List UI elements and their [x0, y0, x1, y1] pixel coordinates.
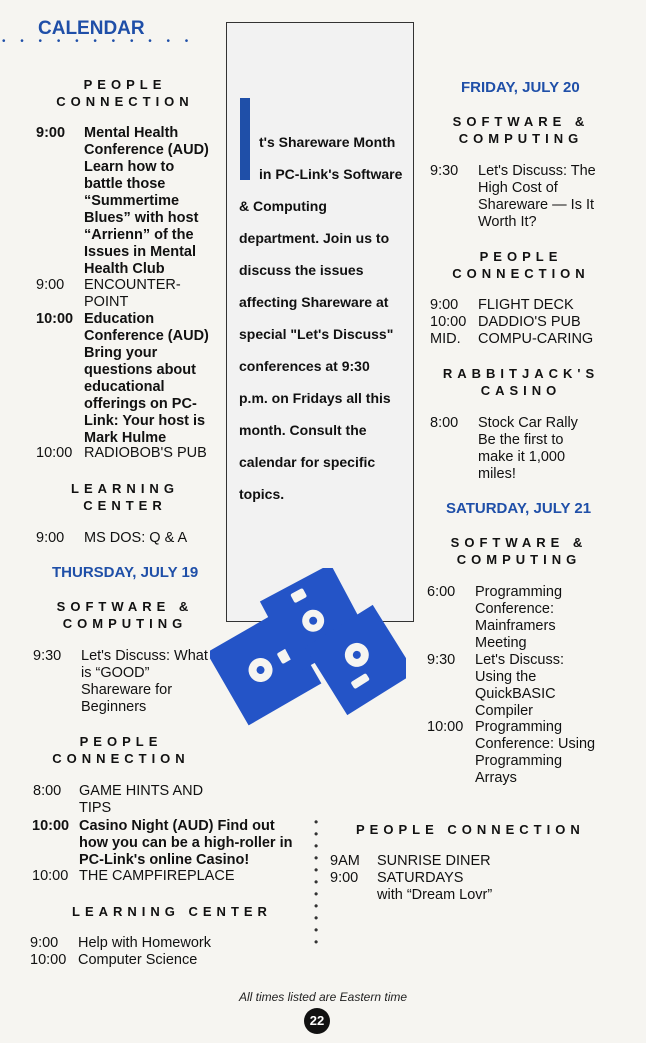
- heading-line: CONNECTION: [52, 751, 190, 766]
- event-time: 9:30: [430, 163, 459, 179]
- event-time: 6:00: [427, 584, 456, 600]
- event-text: GAME HINTS AND TIPS: [79, 783, 204, 816]
- section-heading: [436, 365, 606, 399]
- heading-line: RABBITJACK'S: [442, 366, 600, 381]
- event-time: 9:00: [330, 870, 359, 886]
- promo-line: topics.: [239, 486, 285, 502]
- list-item: [32, 818, 302, 869]
- event-text: Stock Car Rally Be the first to make it 1,000 miles!: [478, 415, 578, 482]
- list-item: [430, 297, 608, 314]
- event-time: 9:00: [430, 297, 459, 313]
- event-time: 10:00: [32, 868, 69, 884]
- list-item: [430, 331, 608, 348]
- list-item: [36, 530, 216, 547]
- drop-cap-letter: I: [240, 98, 241, 99]
- event-time: 9:00: [36, 277, 65, 293]
- event-time: 9:30: [427, 652, 456, 668]
- event-text: Let's Discuss: Using the QuickBASIC Compiler: [475, 652, 564, 719]
- list-item: [330, 853, 550, 870]
- promo-line: conferences at 9:30: [239, 358, 370, 374]
- day-heading: SATURDAY, JULY 21: [446, 500, 592, 517]
- event-text: SUNRISE DINER: [377, 853, 491, 869]
- heading-line: CONNECTION: [56, 94, 194, 109]
- event-text: Let's Discuss: The High Cost of Shareware — Is It Worth It?: [478, 163, 596, 230]
- event-time: 8:00: [430, 415, 459, 431]
- heading-line: PEOPLE: [79, 734, 163, 749]
- event-text: Programming Conference: Using Programming Arrays: [475, 719, 596, 786]
- heading-line: COMPUTING: [456, 552, 582, 567]
- promo-line: discuss the issues: [239, 262, 364, 278]
- list-item: [427, 584, 597, 652]
- event-time: 8:00: [33, 783, 62, 799]
- event-text: RADIOBOB'S PUB: [84, 445, 207, 461]
- event-text: THE CAMPFIREPLACE: [79, 868, 235, 884]
- list-item: [33, 648, 213, 716]
- event-text: Computer Science: [78, 952, 198, 968]
- event-title: SATURDAYS: [377, 870, 464, 886]
- list-item: [36, 311, 216, 447]
- event-text: Let's Discuss: What is “GOOD” Shareware for Beginners: [81, 648, 208, 715]
- event-text: Help with Homework: [78, 935, 211, 951]
- heading-line: PEOPLE: [83, 77, 167, 92]
- heading-line: CASINO: [480, 383, 562, 398]
- promo-line: in PC-Link's Software: [259, 166, 403, 182]
- event-time: 10:00: [30, 952, 67, 968]
- promo-text: [239, 126, 411, 510]
- event-time: MID.: [430, 331, 461, 347]
- promo-line: special "Let's Discuss": [239, 326, 394, 342]
- list-item: [430, 415, 595, 483]
- heading-line: CENTER: [83, 498, 167, 513]
- day-heading: THURSDAY, JULY 19: [52, 564, 199, 581]
- list-item: [430, 314, 608, 331]
- event-text: Programming Conference: Mainframers Meeting: [475, 584, 563, 651]
- section-heading: PEOPLE CONNECTION: [356, 822, 585, 837]
- promo-line: t's Shareware Month: [259, 134, 396, 150]
- heading-line: CONNECTION: [452, 266, 590, 281]
- event-text: MS DOS: Q & A: [84, 530, 188, 546]
- list-item: [33, 783, 215, 817]
- heading-line: PEOPLE: [479, 249, 563, 264]
- event-time: 10:00: [36, 445, 73, 461]
- promo-line: p.m. on Fridays all this: [239, 390, 391, 406]
- section-heading: [46, 733, 196, 767]
- heading-line: SOFTWARE &: [56, 599, 194, 614]
- event-time: 9:00: [36, 125, 66, 141]
- event-text: [377, 870, 550, 904]
- promo-line: department. Join us to: [239, 230, 390, 246]
- event-text: Education Conference (AUD) Bring your questions about educational offerings on PC-Link: Your host is Mark Hulme: [84, 311, 209, 446]
- event-time: 10:00: [32, 818, 70, 834]
- promo-line: & Computing: [239, 198, 327, 214]
- section-heading: [446, 113, 596, 147]
- page-title: CALENDAR: [38, 18, 145, 39]
- floppy-disks-illustration: [210, 568, 406, 750]
- event-time: 9:30: [33, 648, 62, 664]
- event-time: 10:00: [36, 311, 74, 327]
- list-item: [30, 952, 250, 969]
- section-heading: [446, 248, 596, 282]
- section-heading: [444, 534, 594, 568]
- footer-note: All times listed are Eastern time: [238, 990, 408, 1004]
- list-item: [36, 125, 216, 278]
- list-item: [30, 935, 250, 952]
- dotted-divider: • • • • • • • • • • •: [314, 815, 319, 949]
- heading-line: COMPUTING: [62, 616, 188, 631]
- promo-line: month. Consult the: [239, 422, 367, 438]
- list-item: [427, 719, 597, 787]
- event-time: 9:00: [36, 530, 65, 546]
- heading-line: COMPUTING: [458, 131, 584, 146]
- event-time: 10:00: [427, 719, 464, 735]
- event-text: Mental Health Conference (AUD) Learn how to battle those “Summertime Blues” with host “Arrienn” of the Issues in Mental Health Club: [84, 125, 209, 277]
- list-item: [430, 163, 608, 231]
- event-text: ENCOUNTER-POINT: [84, 277, 181, 310]
- event-time: 10:00: [430, 314, 467, 330]
- list-item: [330, 870, 550, 904]
- list-item: [36, 445, 216, 462]
- promo-line: calendar for specific: [239, 454, 376, 470]
- section-heading: LEARNING CENTER: [72, 904, 272, 919]
- promo-line: affecting Shareware at: [239, 294, 389, 310]
- page-number: 22: [304, 1008, 330, 1034]
- heading-line: SOFTWARE &: [452, 114, 590, 129]
- list-item: [427, 652, 597, 720]
- day-heading: FRIDAY, JULY 20: [461, 79, 580, 96]
- section-heading: [50, 598, 200, 632]
- section-heading: [50, 480, 200, 514]
- event-time: 9AM: [330, 853, 360, 869]
- event-text: DADDIO'S PUB: [478, 314, 581, 330]
- heading-line: SOFTWARE &: [450, 535, 588, 550]
- header-dots: • • • • • • • • • • •: [2, 36, 195, 47]
- event-text: Casino Night (AUD) Find out how you can be a high-roller in PC-Link's online Casino!: [79, 818, 293, 868]
- event-time: 9:00: [30, 935, 59, 951]
- list-item: [36, 277, 216, 311]
- event-text: COMPU-CARING: [478, 331, 594, 347]
- event-text: FLIGHT DECK: [478, 297, 574, 313]
- list-item: [32, 868, 262, 885]
- heading-line: LEARNING: [71, 481, 179, 496]
- event-subtitle: with “Dream Lovr”: [377, 887, 493, 903]
- section-heading: [50, 76, 200, 110]
